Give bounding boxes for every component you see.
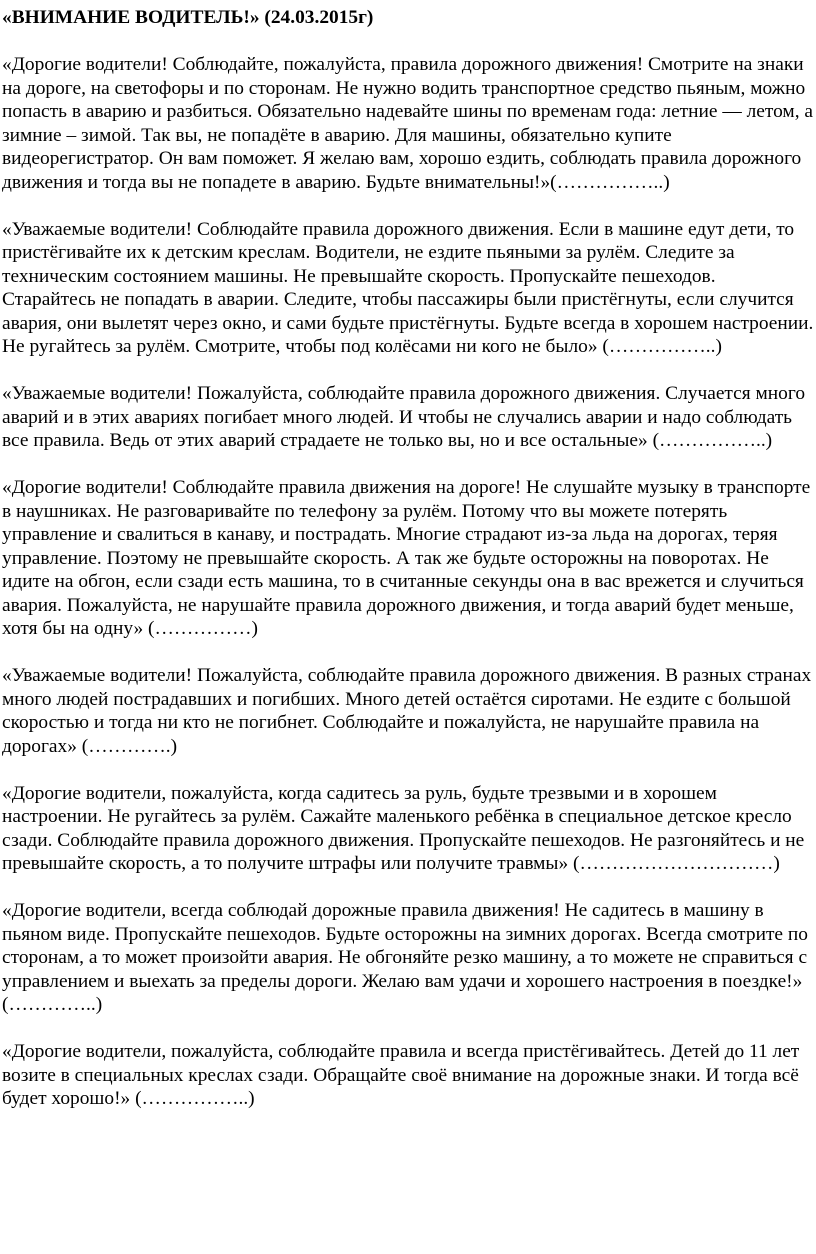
paragraph-7: «Дорогие водители, всегда соблюдай дорожные правила движения! Не садитесь в машину в пьяном виде. Пропускайте пешеходов. Будьте осторожны на зимних дорогах. Всегда смотрите по сторонам, а то может произойти авария. Не обгоняйте резко машину, а то можете не справиться с управлением и выехать за пределы дороги. Желаю вам удачи и хорошего настроения в поездке!» (…………..) <box>2 900 808 1015</box>
paragraph-5: «Уважаемые водители! Пожалуйста, соблюдайте правила дорожного движения. В разных странах много людей пострадавших и погибших. Много детей остаётся сиротами. Не ездите с большой скоростью и тогда ни кто не погибнет. Соблюдайте и пожалуйста, не нарушайте правила на дорогах» (………….) <box>2 665 812 757</box>
paragraph-3: «Уважаемые водители! Пожалуйста, соблюдайте правила дорожного движения. Случается много аварий и в этих авариях погибает много людей. И чтобы не случались аварии и надо соблюдать все правила. Ведь от этих аварий страдаете не только вы, но и все остальные» (……………..) <box>2 383 806 451</box>
paragraph-4: «Дорогие водители! Соблюдайте правила движения на дороге! Не слушайте музыку в транспорте в наушниках. Не разговаривайте по телефону за рулём. Потому что вы можете потерять управление и свалиться в канаву, и пострадать. Многие страдают из-за льда на дорогах, теряя управление. Поэтому не превышайте скорость. А так же будьте осторожны на поворотах. Не идите на обгон, если сзади есть машина, то в считанные секунды она в вас врежется и случиться авария. Пожалуйста, не нарушайте правила дорожного движения, и тогда аварий будет меньше, хотя бы на одну» (……………) <box>2 477 811 639</box>
paragraph-1: «Дорогие водители! Соблюдайте, пожалуйста, правила дорожного движения! Смотрите на знаки на дороге, на светофоры и по сторонам. Не нужно водить транспортное средство пьяным, можно попасть в аварию и разбиться. Обязательно надевайте шины по временам года: летние — летом, а зимние – зимой. Так вы, не попадёте в аварию. Для машины, обязательно купите видеорегистратор. Он вам поможет. Я желаю вам, хорошо ездить, соблюдать правила дорожного движения и тогда вы не попадете в аварию. Будьте внимательны!»(……………..) <box>2 54 814 193</box>
paragraph-2: «Уважаемые водители! Соблюдайте правила дорожного движения. Если в машине едут дети, то пристёгивайте их к детским креслам. Водители, не ездите пьяными за рулём. Следите за техническим состоянием машины. Не превышайте скорость. Пропускайте пешеходов. Старайтесь не попадать в аварии. Следите, чтобы пассажиры были пристёгнуты, если случится авария, они вылетят через окно, и сами будьте пристёгнуты. Будьте всегда в хорошем настроении. Не ругайтесь за рулём. Смотрите, чтобы под колёсами ни кого не было» (……………..) <box>2 218 814 357</box>
paragraph-6: «Дорогие водители, пожалуйста, когда садитесь за руль, будьте трезвыми и в хорошем настроении. Не ругайтесь за рулём. Сажайте маленького ребёнка в специальное детское кресло сзади. Соблюдайте правила дорожного движения. Пропускайте пешеходов. Не разгоняйтесь и не превышайте скорость, а то получите штрафы или получите травмы» (…………………………) <box>2 782 805 874</box>
document-title: «ВНИМАНИЕ ВОДИТЕЛЬ!» (24.03.2015г) <box>2 7 374 28</box>
paragraph-8: «Дорогие водители, пожалуйста, соблюдайте правила и всегда пристёгивайтесь. Детей до 11 лет возите в специальных креслах сзади. Обращайте своё внимание на дорожные знаки. И тогда всё будет хорошо!» (……………..) <box>2 1041 800 1109</box>
